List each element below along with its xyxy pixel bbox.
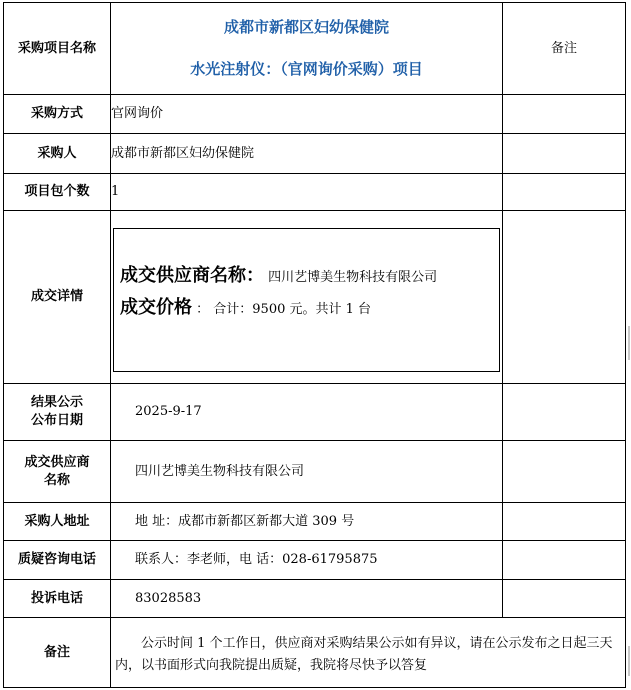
deal-supplier-line: [120, 267, 499, 287]
winning-supplier-label: [4, 441, 111, 503]
publish-date-label: [4, 384, 111, 441]
remark-row: [4, 618, 626, 688]
package-count-remark: [503, 174, 626, 211]
purchaser-address-label: 采购人地址: [4, 503, 111, 541]
page-edge-marker-upper: [628, 326, 630, 360]
deal-details-remark: [503, 211, 626, 384]
publish-date-label-line1: 结果公示: [30, 395, 83, 410]
project-title-cell: [111, 3, 503, 95]
remark-text: 公示时间 1 个工作日，供应商对采购结果公示如有异议，请在公示发布之日起三天内，以书面形式向我院提出质疑，我院将尽快予以答复: [115, 635, 613, 673]
complaint-phone-label: 投诉电话: [4, 580, 111, 618]
inquiry-phone-remark: [503, 541, 626, 580]
deal-details-row: [4, 211, 626, 384]
project-name-row: [4, 3, 626, 95]
winning-supplier-label-line2: 名称: [43, 472, 70, 488]
deal-supplier-key: 成交供应商名称：: [120, 265, 264, 286]
package-count-label: 项目包个数: [4, 174, 111, 211]
publish-date-row: [4, 384, 626, 441]
complaint-phone-value: 83028583: [111, 580, 503, 618]
project-name-label: 采购项目名称: [4, 3, 111, 95]
project-title-line1: 成都市新都区妇幼保健院: [223, 17, 389, 36]
winning-supplier-row: [4, 441, 626, 503]
procurement-result-table: [3, 2, 626, 688]
publish-date-label-line2: 公布日期: [30, 413, 83, 428]
project-title-line2: 水光注射仪：（官网询价采购）项目: [190, 59, 423, 78]
page-edge-marker-lower: [628, 646, 630, 676]
procurement-method-remark: [503, 95, 626, 134]
deal-details-box: [113, 228, 500, 372]
complaint-phone-remark: [503, 580, 626, 618]
remark-column-header: 备注: [503, 3, 626, 95]
inquiry-phone-label: 质疑咨询电话: [4, 541, 111, 580]
deal-price-value: ： 合计：9500 元。共计 1 台: [196, 302, 372, 317]
purchaser-row: [4, 134, 626, 174]
remark-label: 备注: [4, 618, 111, 688]
deal-details-cell: [111, 211, 503, 384]
winning-supplier-label-line1: 成交供应商: [24, 454, 90, 470]
deal-price-key: 成交价格: [120, 297, 192, 318]
winning-supplier-remark: [503, 441, 626, 503]
purchaser-label: 采购人: [4, 134, 111, 174]
inquiry-phone-row: [4, 541, 626, 580]
complaint-phone-row: [4, 580, 626, 618]
purchaser-value: 成都市新都区妇幼保健院: [111, 134, 503, 174]
deal-details-label: 成交详情: [4, 211, 111, 384]
inquiry-phone-value: 联系人：李老师，电 话：028-61795875: [111, 541, 503, 580]
deal-price-line: [120, 299, 499, 319]
deal-supplier-value: 四川艺博美生物科技有限公司: [268, 270, 438, 285]
procurement-method-value: 官网询价: [111, 95, 503, 134]
purchaser-remark: [503, 134, 626, 174]
purchaser-address-row: [4, 503, 626, 541]
procurement-method-label: 采购方式: [4, 95, 111, 134]
package-count-value: 1: [111, 174, 503, 211]
publish-date-value: 2025-9-17: [111, 384, 503, 441]
purchaser-address-value: 地 址：成都市新都区新都大道 309 号: [111, 503, 503, 541]
remark-cell: [111, 618, 626, 688]
publish-date-remark: [503, 384, 626, 441]
winning-supplier-value: 四川艺博美生物科技有限公司: [111, 441, 503, 503]
procurement-method-row: [4, 95, 626, 134]
package-count-row: [4, 174, 626, 211]
purchaser-address-remark: [503, 503, 626, 541]
